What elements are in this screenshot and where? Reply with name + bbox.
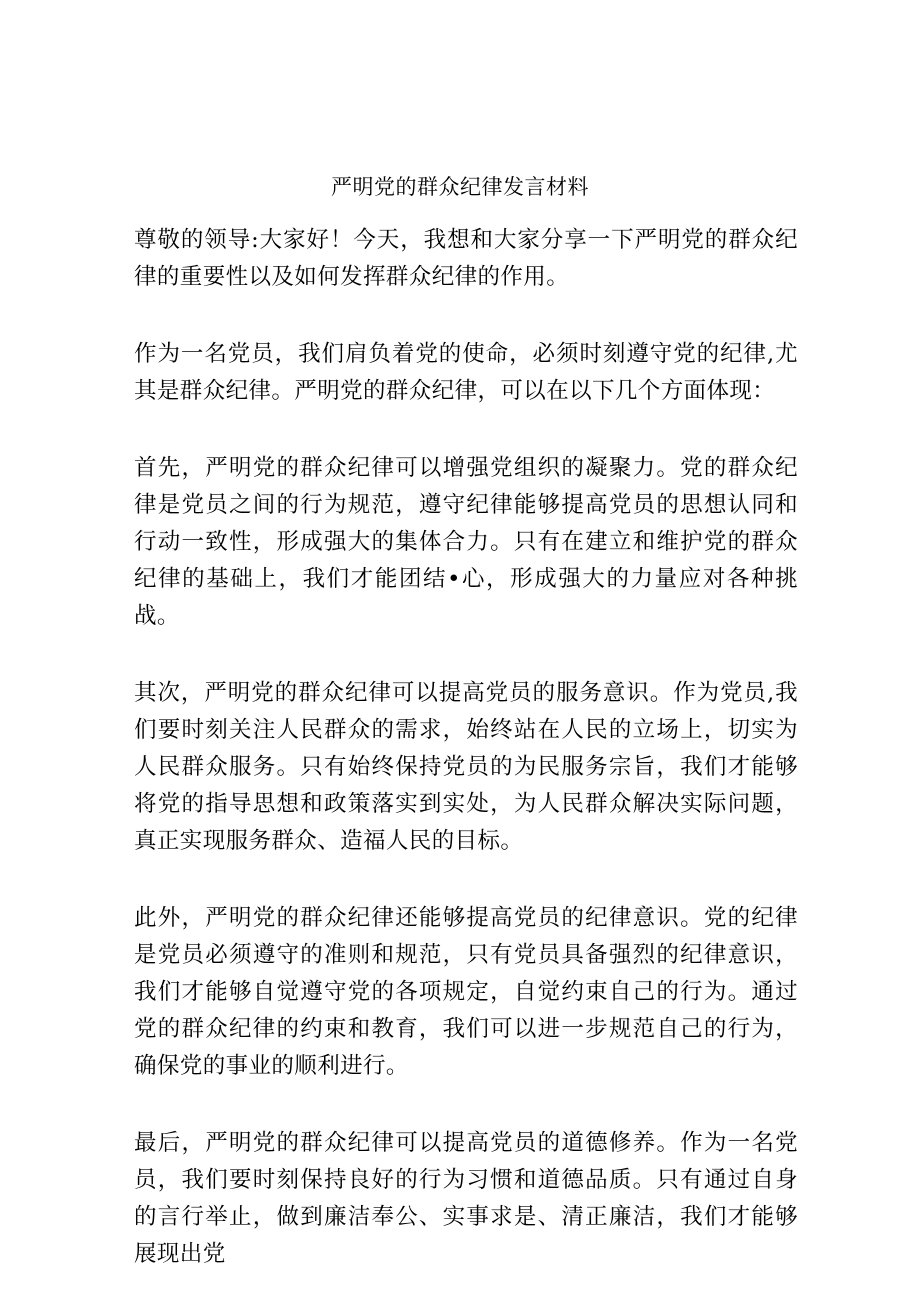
document-title: 严明党的群众纪律发言材料 [331,175,589,199]
paragraph-second-point: 其次，严明党的群众纪律可以提高党员的服务意识。作为党员,我们要时刻关注人民群众的需求，始终站在人民的立场上，切实为人民群众服务。只有始终保持党员的为民服务宗旨，我们才能够将党的指导思想和政策落实到实处，为人民群众解决实际问题，真正实现服务群众、造福人民的目标。 [134,680,798,854]
paragraph-final-point: 最后，严明党的群众纪律可以提高党员的道德修养。作为一名党员，我们要时刻保持良好的行为习惯和道德品质。只有通过自身的言行举止，做到廉洁奉公、实事求是、清正廉洁，我们才能够展现出党 [134,1130,798,1267]
paragraph-first-point: 首先，严明党的群众纪律可以增强党组织的凝聚力。党的群众纪律是党员之间的行为规范，遵守纪律能够提高党员的思想认同和行动一致性，形成强大的集体合力。只有在建立和维护党的群众纪律的基础上，我们才能团结•心，形成强大的力量应对各种挑战。 [134,455,798,629]
paragraph-greeting: 尊敬的领导:大家好！今天，我想和大家分享一下严明党的群众纪律的重要性以及如何发挥群众纪律的作用。 [134,227,798,290]
paragraph-intro: 作为一名党员，我们肩负着党的使命，必须时刻遵守党的纪律,尤其是群众纪律。严明党的群众纪律，可以在以下几个方面体现： [134,341,798,404]
document-body [134,222,798,1313]
paragraph-third-point: 此外，严明党的群众纪律还能够提高党员的纪律意识。党的纪律是党员必须遵守的准则和规范，只有党员具备强烈的纪律意识，我们才能够自觉遵守党的各项规定，自觉约束自己的行为。通过党的群众纪律的约束和教育，我们可以进一步规范自己的行为，确保党的事业的顺利进行。 [134,905,798,1079]
